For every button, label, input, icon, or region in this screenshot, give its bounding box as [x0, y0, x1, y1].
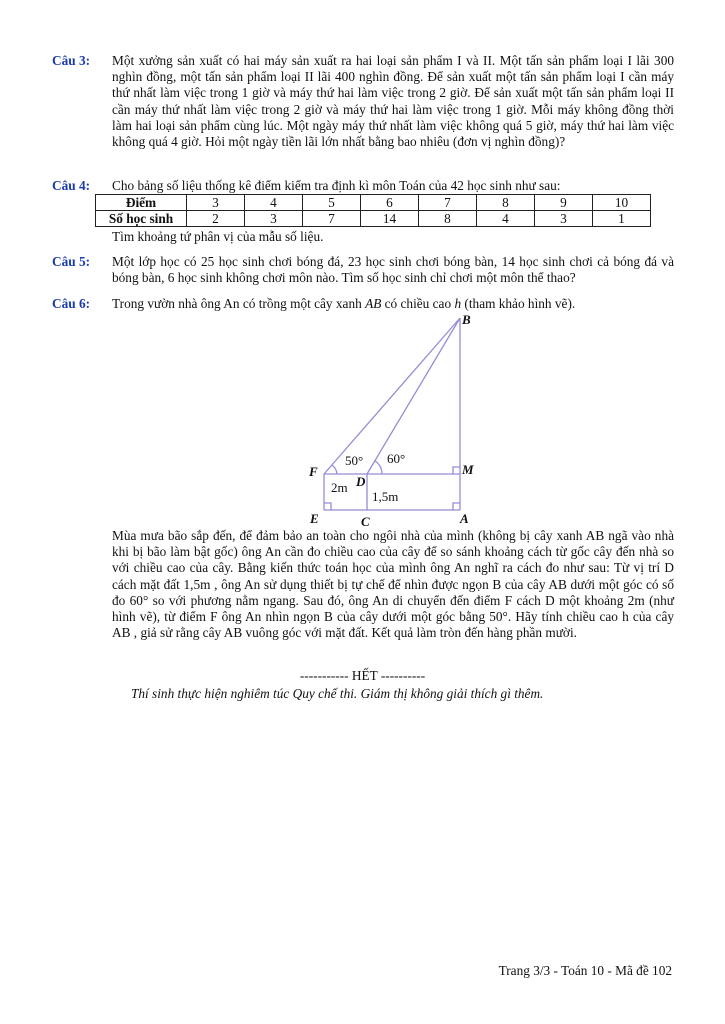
score-cell: 8: [477, 195, 535, 211]
score-table: [95, 194, 651, 227]
point-label-a: A: [460, 511, 469, 526]
score-cell: 7: [419, 195, 477, 211]
count-cell: 14: [361, 211, 419, 227]
question-3-text: [112, 53, 674, 150]
point-label-f: F: [309, 464, 318, 479]
right-angle-a: [453, 503, 460, 510]
angle-label-60: 60°: [387, 451, 406, 466]
page-footer: Trang 3/3 - Toán 10 - Mã đề 102: [498, 963, 672, 978]
score-cell: 10: [593, 195, 651, 211]
question-5-label: Câu 5:: [52, 254, 91, 269]
intro-text-2: có chiều cao: [381, 296, 455, 311]
point-label-d: D: [356, 474, 366, 489]
count-row: [96, 211, 651, 227]
count-cell: 2: [187, 211, 245, 227]
question-6-label: Câu 6:: [52, 296, 91, 311]
score-row-header: Điểm: [96, 195, 187, 211]
question-6-paragraph: Mùa mưa bão sắp đến, để đảm bảo an toàn cho ngôi nhà của mình (không bị cây xanh AB ngã vào nhà khi bị bão làm bật gốc) ông An cần đo chiều cao của cây để so sánh khoảng cách từ gốc cây đến nhà so với chiều cao của cây. Bằng kiến thức toán học của mình ông An nghĩ ra cách đo như sau: Từ vị trí D cách mặt đất 1,5m , ông An sử dụng thiết bị tự chế để nhìn được ngọn B của cây AB dưới một góc có số đo 60° so với phương nằm ngang. Sau đó, ông An di chuyển đến điểm F cách D một khoảng 2m (như hình vẽ), từ điểm F ông An nhìn ngọn B của cây dưới một góc bằng 50°. Hãy tính chiều cao h của cây AB , giả sử rằng cây AB vuông góc với mặt đất. Kết quả làm tròn đến hàng phần mười.: [112, 528, 674, 641]
question-4-label: Câu 4:: [52, 178, 91, 193]
end-marker: ----------- HẾT ----------: [299, 668, 426, 683]
intro-var-ab: AB: [365, 296, 382, 311]
score-row: [96, 195, 651, 211]
count-cell: 3: [535, 211, 593, 227]
angle-arc-d: [375, 461, 382, 474]
score-cell: 3: [187, 195, 245, 211]
tree-height-figure: [300, 310, 500, 535]
question-3-label: Câu 3:: [52, 53, 91, 68]
score-cell: 6: [361, 195, 419, 211]
count-cell: 1: [593, 211, 651, 227]
count-cell: 7: [303, 211, 361, 227]
intro-text-1: Trong vườn nhà ông An có trồng một cây xanh: [112, 296, 366, 311]
score-cell: 9: [535, 195, 593, 211]
point-label-c: C: [361, 514, 370, 529]
angle-arc-f: [332, 465, 337, 474]
length-label-fd: 2m: [331, 480, 348, 495]
right-angle-e: [324, 503, 331, 510]
sight-line-db: [367, 318, 460, 474]
exam-notice: Thí sinh thực hiện nghiêm túc Quy chế thi. Giám thị không giải thích gì thêm.: [131, 686, 544, 701]
intro-text-3: (tham khảo hình vẽ).: [461, 296, 576, 311]
right-angle-m: [453, 467, 460, 474]
question-3-body: Một xưởng sản xuất có hai máy sản xuất ra hai loại sản phẩm I và II. Một tấn sản phẩm loại I lãi 300 nghìn đồng, một tấn sản phẩm loại II lãi 400 nghìn đồng. Để sản xuất một tấn sản phẩm loại I cần máy thứ nhất làm việc trong 1 giờ và máy thứ hai làm việc trong 2 giờ. Để sản xuất một tấn sản phẩm loại II cần máy thứ nhất làm việc trong 2 giờ và máy thứ hai làm việc trong 1 giờ. Mỗi máy không đồng thời làm hai loại sản phẩm cùng lúc. Một ngày máy thứ nhất làm việc không quá 5 giờ, máy thứ hai làm việc không quá 4 giờ. Hỏi một ngày tiền lãi lớn nhất bằng bao nhiêu (đơn vị nghìn đồng)?: [112, 53, 674, 150]
point-label-b: B: [462, 312, 471, 327]
score-cell: 5: [303, 195, 361, 211]
intro-var-h: h: [454, 296, 462, 311]
question-4-question: Tìm khoảng tứ phân vị của mẫu số liệu.: [112, 229, 324, 244]
count-row-header: Số học sinh: [96, 211, 187, 227]
length-label-dc: 1,5m: [372, 489, 399, 504]
question-5-text: Một lớp học có 25 học sinh chơi bóng đá, 23 học sinh chơi bóng bàn, 14 học sinh chơi cả bóng đá và bóng bàn, 6 học sinh không chơi môn nào. Tìm số học sinh chỉ chơi một môn thể thao?: [112, 254, 674, 286]
angle-label-50: 50°: [345, 453, 364, 468]
count-cell: 3: [245, 211, 303, 227]
point-label-m: M: [462, 462, 474, 477]
count-cell: 4: [477, 211, 535, 227]
count-cell: 8: [419, 211, 477, 227]
point-label-e: E: [310, 511, 319, 526]
question-4-intro: Cho bảng số liệu thống kê điểm kiểm tra định kì môn Toán của 42 học sinh như sau:: [112, 178, 561, 193]
score-cell: 4: [245, 195, 303, 211]
